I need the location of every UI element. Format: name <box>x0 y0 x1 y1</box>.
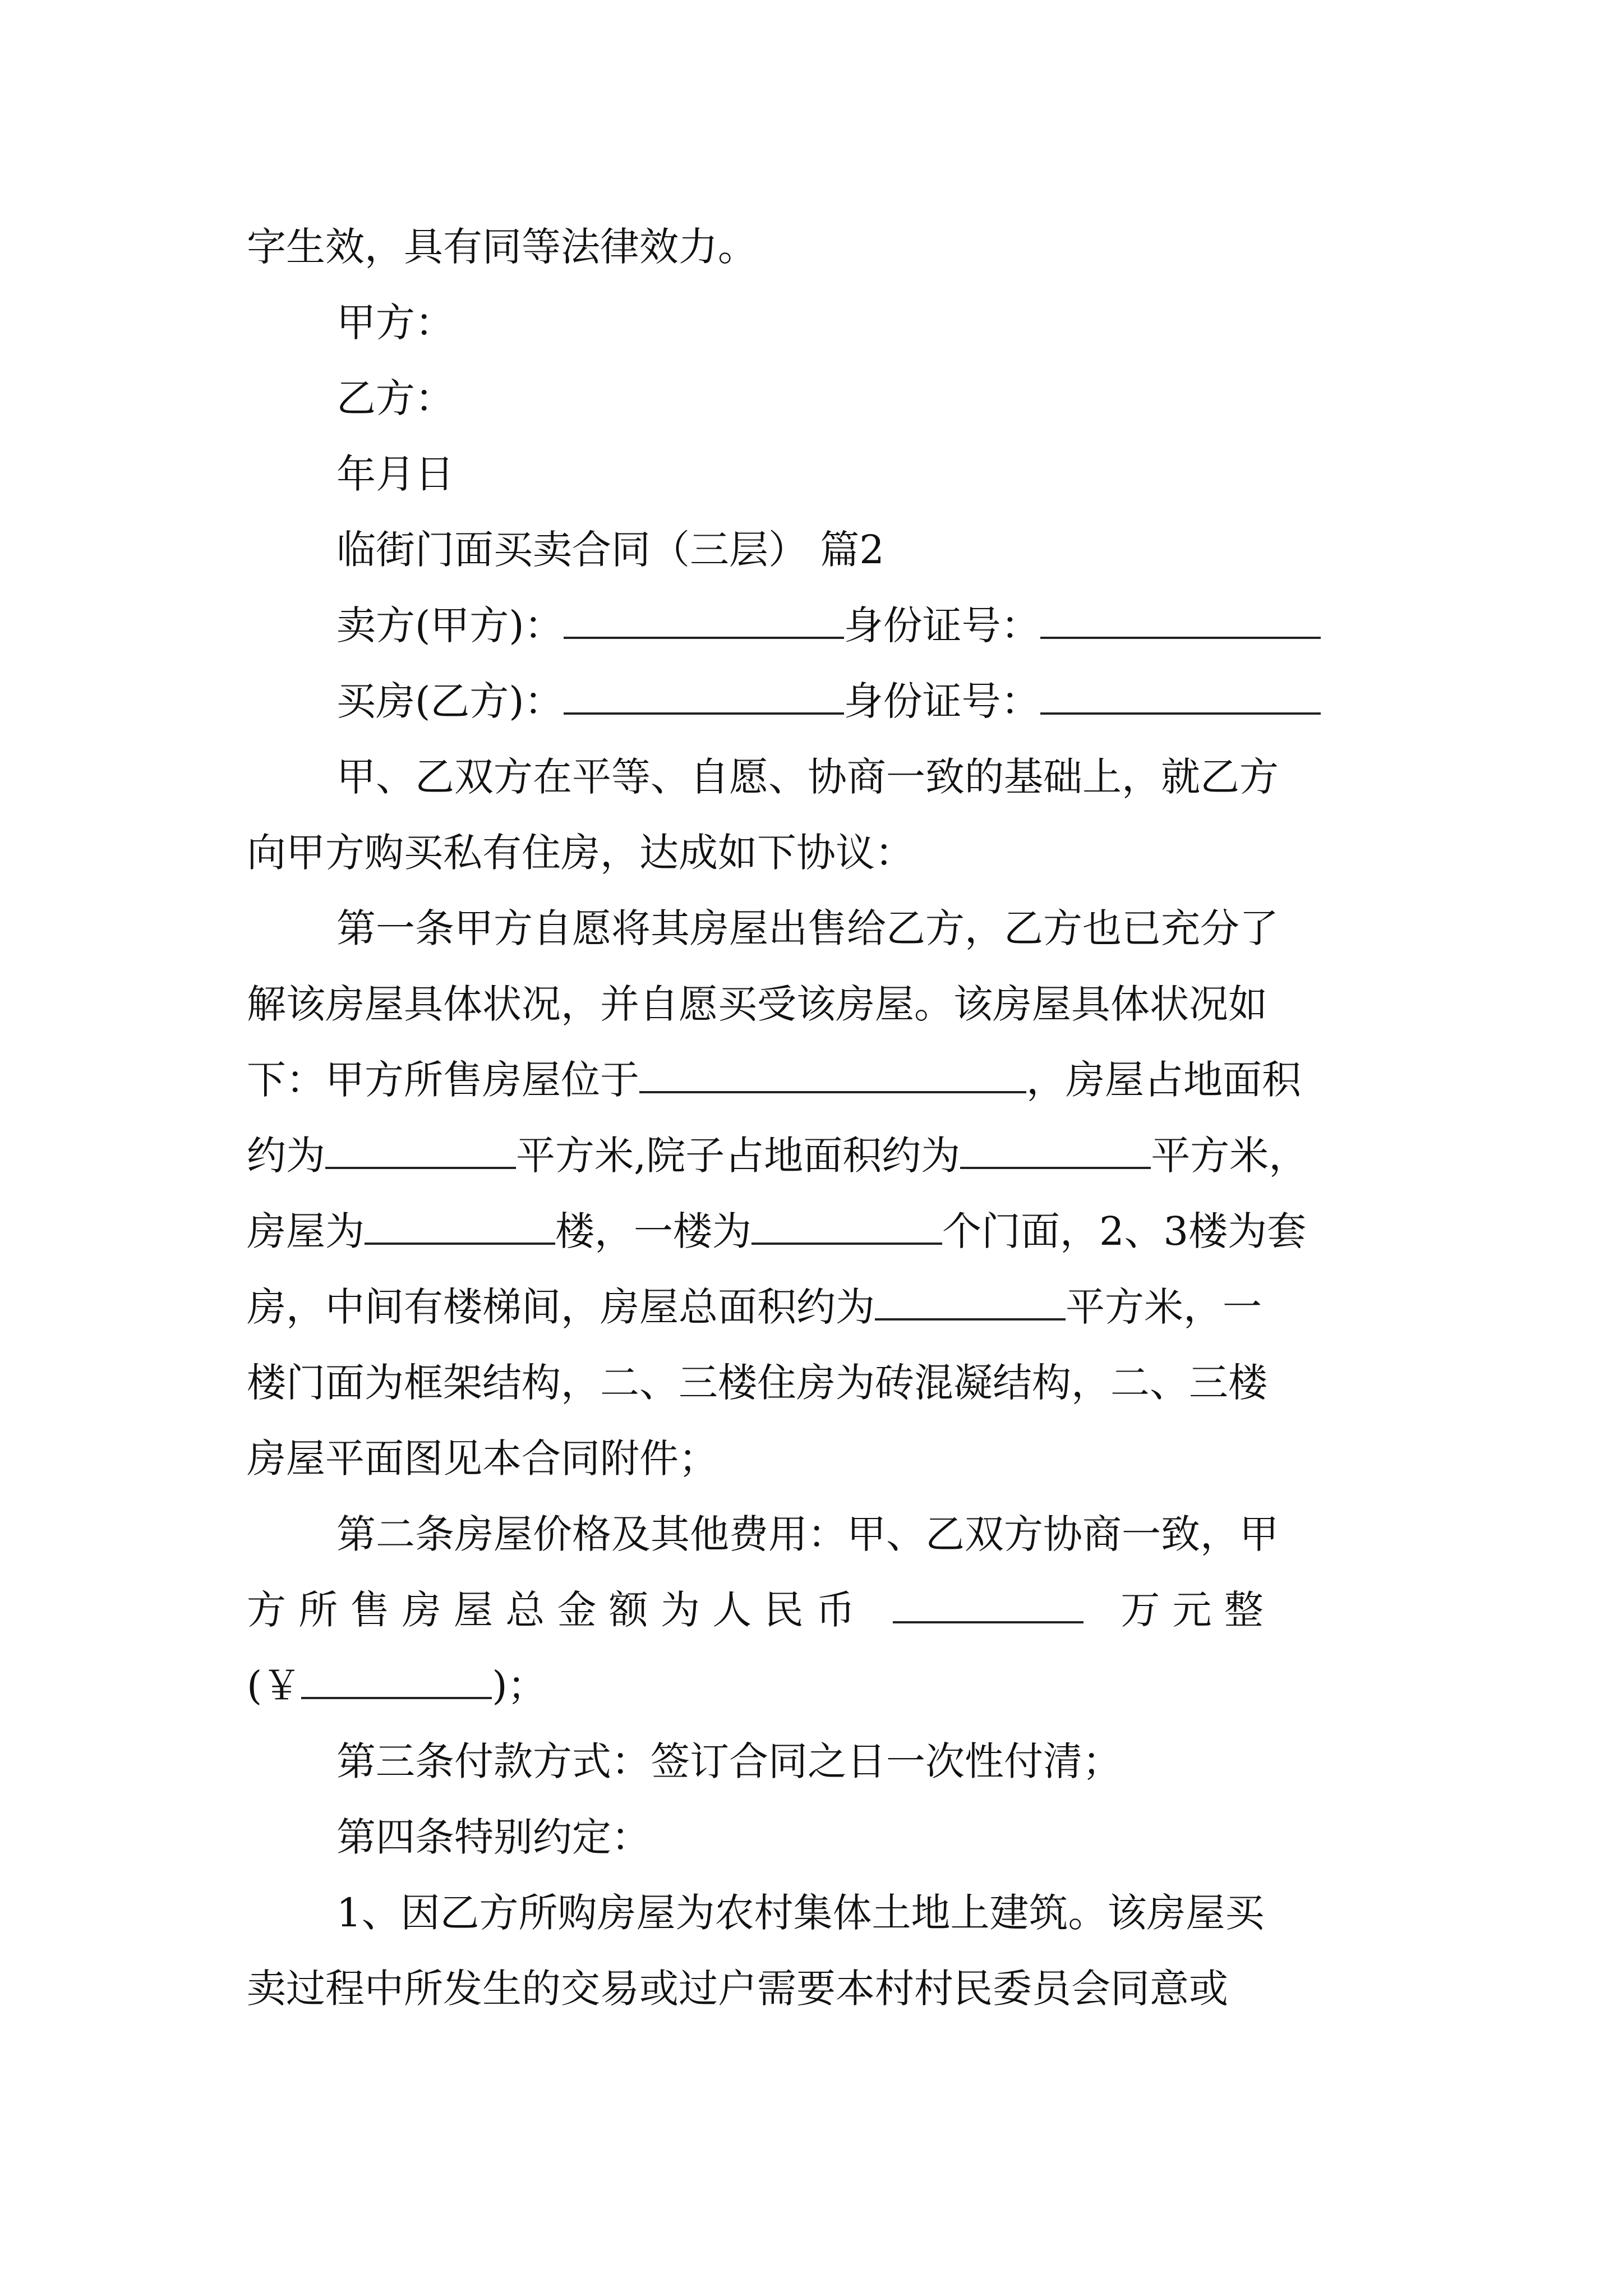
text-line <box>336 1498 1623 1571</box>
seller-id-label: 身份证号： <box>843 602 1040 648</box>
text: 向甲方购买私有住房，达成如下协议： <box>247 830 914 876</box>
text-line <box>247 1043 1623 1116</box>
text-line <box>247 1119 1623 1192</box>
text: ，房屋占地面积 <box>1026 1057 1301 1103</box>
text: 乙方： <box>336 375 454 421</box>
signature-date <box>336 438 1623 510</box>
text: 平方米,院子占地面积约为 <box>516 1133 961 1179</box>
text: 卖过程中所发生的交易或过户需要本村村民委员会同意或 <box>247 1966 1228 2012</box>
text-line <box>247 1573 1623 1646</box>
text: 下：甲方所售房屋位于 <box>247 1057 639 1103</box>
buyer-name-blank <box>564 679 844 715</box>
text: 平方米，一 <box>1066 1284 1262 1330</box>
text-line <box>247 968 1623 1041</box>
text-line <box>247 1649 1623 1722</box>
text: 约为 <box>247 1133 325 1179</box>
text-line <box>247 1271 1623 1343</box>
text: 年月日 <box>336 451 454 497</box>
floor-area-blank <box>325 1133 516 1169</box>
section-title <box>336 513 1623 586</box>
storefronts-blank <box>751 1209 942 1245</box>
text: 个门面，2、3楼为套 <box>942 1208 1307 1254</box>
text: 楼，一楼为 <box>555 1208 751 1254</box>
text: 第三条付款方式：签订合同之日一次性付清； <box>336 1738 1122 1784</box>
text-line <box>247 1346 1623 1419</box>
buyer-id-label: 身份证号： <box>843 678 1040 724</box>
text-line <box>247 210 1623 283</box>
buyer-label: 买房(乙方)： <box>336 678 564 724</box>
seller-label: 卖方(甲方)： <box>336 602 564 648</box>
text-line <box>247 1422 1623 1495</box>
text: 甲方： <box>336 300 454 346</box>
text: (￥ <box>247 1663 302 1709</box>
text: 解该房屋具体状况，并自愿买受该房屋。该房屋具体状况如 <box>247 981 1267 1027</box>
total-area-blank <box>875 1285 1066 1320</box>
text-line <box>247 816 1623 889</box>
seller-id-blank <box>1040 603 1321 639</box>
seller-line <box>336 589 1623 662</box>
location-blank <box>639 1057 1026 1093</box>
buyer-id-blank <box>1040 679 1321 715</box>
price-figure-blank <box>301 1663 492 1699</box>
text: )； <box>492 1663 547 1709</box>
floors-blank <box>365 1209 555 1245</box>
text: 房，中间有楼梯间，房屋总面积约为 <box>247 1284 875 1330</box>
text-line <box>336 1725 1623 1798</box>
text: 甲、乙双方在平等、自愿、协商一致的基础上，就乙方 <box>336 754 1279 800</box>
text: 房屋平面图见本合同附件； <box>247 1435 718 1481</box>
signature-party-b <box>336 362 1623 435</box>
text: 1、因乙方所购房屋为农村集体土地上建筑。该房屋买 <box>336 1890 1265 1936</box>
text: 第四条特别约定： <box>336 1814 651 1860</box>
text-line <box>336 1801 1623 1874</box>
seller-name-blank <box>564 603 844 639</box>
text: 楼门面为框架结构，二、三楼住房为砖混凝结构，二、三楼 <box>247 1360 1267 1406</box>
signature-party-a <box>336 286 1623 359</box>
text-line <box>247 1195 1623 1268</box>
buyer-line <box>336 665 1623 738</box>
text-line <box>336 1876 1623 1949</box>
yard-area-blank <box>960 1133 1151 1169</box>
text-line <box>336 740 1623 813</box>
text-line <box>247 1952 1623 2025</box>
text: 平方米， <box>1151 1133 1308 1179</box>
text-line <box>336 892 1623 965</box>
text: 房屋为 <box>247 1208 365 1254</box>
text: 临街门面买卖合同（三层） 篇2 <box>336 527 884 573</box>
text: 方 所 售 房 屋 总 金 额 为 人 民 币 <box>247 1587 855 1633</box>
text: 字生效，具有同等法律效力。 <box>247 224 757 270</box>
text: 万 元 整 <box>1121 1587 1264 1633</box>
text: 第二条房屋价格及其他费用：甲、乙双方协商一致，甲 <box>336 1511 1279 1557</box>
price-blank <box>893 1588 1083 1623</box>
text: 第一条甲方自愿将其房屋出售给乙方，乙方也已充分了 <box>336 905 1279 951</box>
